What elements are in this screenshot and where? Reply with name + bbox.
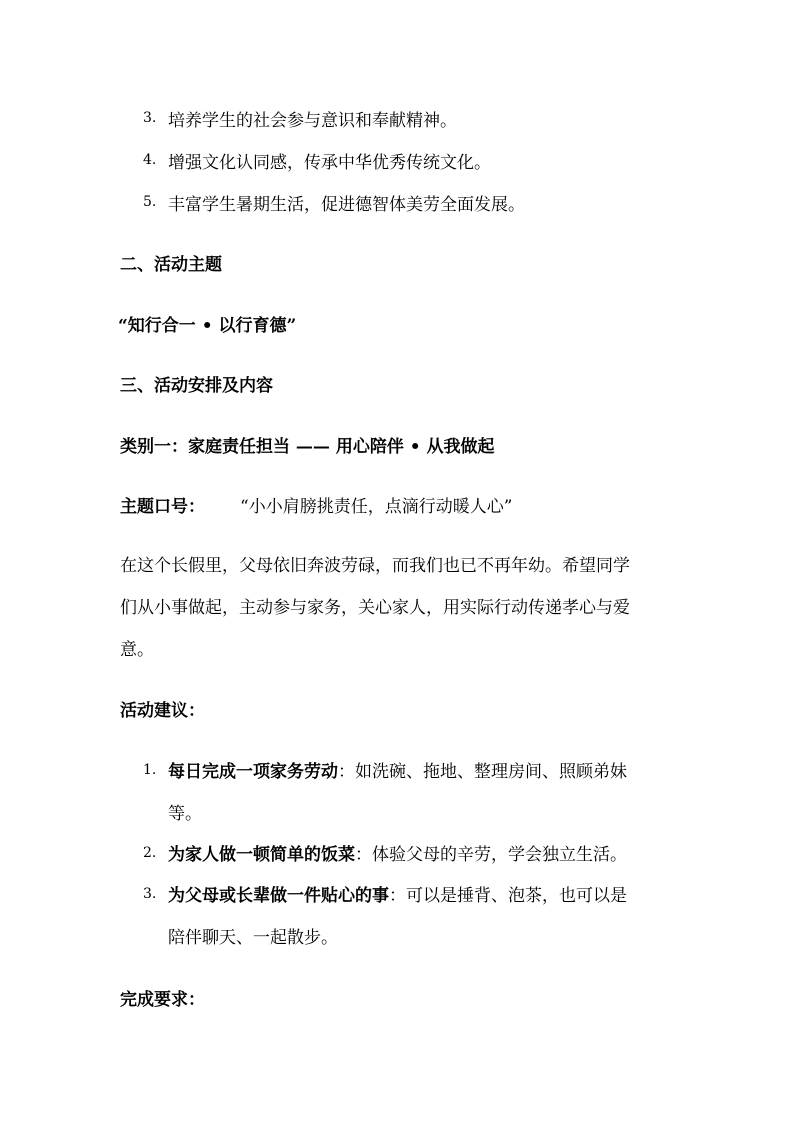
list-item bbox=[168, 881, 627, 906]
suggestion-rest: ：如洗碗、拖地、整理房间、照顾弟妹 bbox=[338, 762, 627, 782]
list-number: 1. bbox=[143, 762, 157, 778]
suggestions-heading: 活动建议： bbox=[120, 701, 205, 721]
list-item bbox=[168, 840, 627, 865]
intro-line: 们从小事做起，主动参与家务，关心家人，用实际行动传递孝心与爱 bbox=[120, 598, 630, 618]
suggestion-rest: ：可以是捶背、泡茶，也可以是 bbox=[389, 886, 627, 906]
suggestion-bold: 为父母或长辈做一件贴心的事 bbox=[168, 886, 389, 906]
list-item bbox=[168, 757, 627, 782]
list-item: 培养学生的社会参与意识和奉献精神。 bbox=[168, 111, 457, 131]
list-item: 丰富学生暑期生活，促进德智体美劳全面发展。 bbox=[168, 195, 525, 215]
suggestion-bold: 每日完成一项家务劳动 bbox=[168, 762, 338, 782]
list-item-continuation: 陪伴聊天、一起散步。 bbox=[168, 928, 338, 948]
slogan-text: “小小肩膀挑责任，点滴行动暖人心” bbox=[240, 497, 513, 517]
list-number: 5. bbox=[143, 194, 157, 210]
intro-line: 在这个长假里，父母依旧奔波劳碌，而我们也已不再年幼。希望同学 bbox=[120, 556, 630, 576]
slogan-label: 主题口号： bbox=[120, 497, 205, 517]
suggestion-bold: 为家人做一顿简单的饭菜 bbox=[168, 845, 355, 865]
suggestion-rest: ：体验父母的辛劳，学会独立生活。 bbox=[355, 845, 627, 865]
list-item: 增强文化认同感，传承中华优秀传统文化。 bbox=[168, 153, 491, 173]
requirements-heading: 完成要求： bbox=[120, 990, 205, 1010]
list-number: 3. bbox=[143, 886, 157, 902]
list-item-continuation: 等。 bbox=[168, 804, 202, 824]
list-number: 3. bbox=[143, 110, 157, 126]
section-heading: 三、活动安排及内容 bbox=[120, 376, 273, 396]
list-number: 2. bbox=[143, 845, 157, 861]
activity-theme: “知行合一 • 以行育德” bbox=[118, 316, 297, 336]
section-heading: 二、活动主题 bbox=[120, 255, 222, 275]
list-number: 4. bbox=[143, 152, 157, 168]
category-title: 类别一：家庭责任担当 —— 用心陪伴 • 从我做起 bbox=[120, 437, 495, 457]
intro-line: 意。 bbox=[120, 640, 154, 660]
